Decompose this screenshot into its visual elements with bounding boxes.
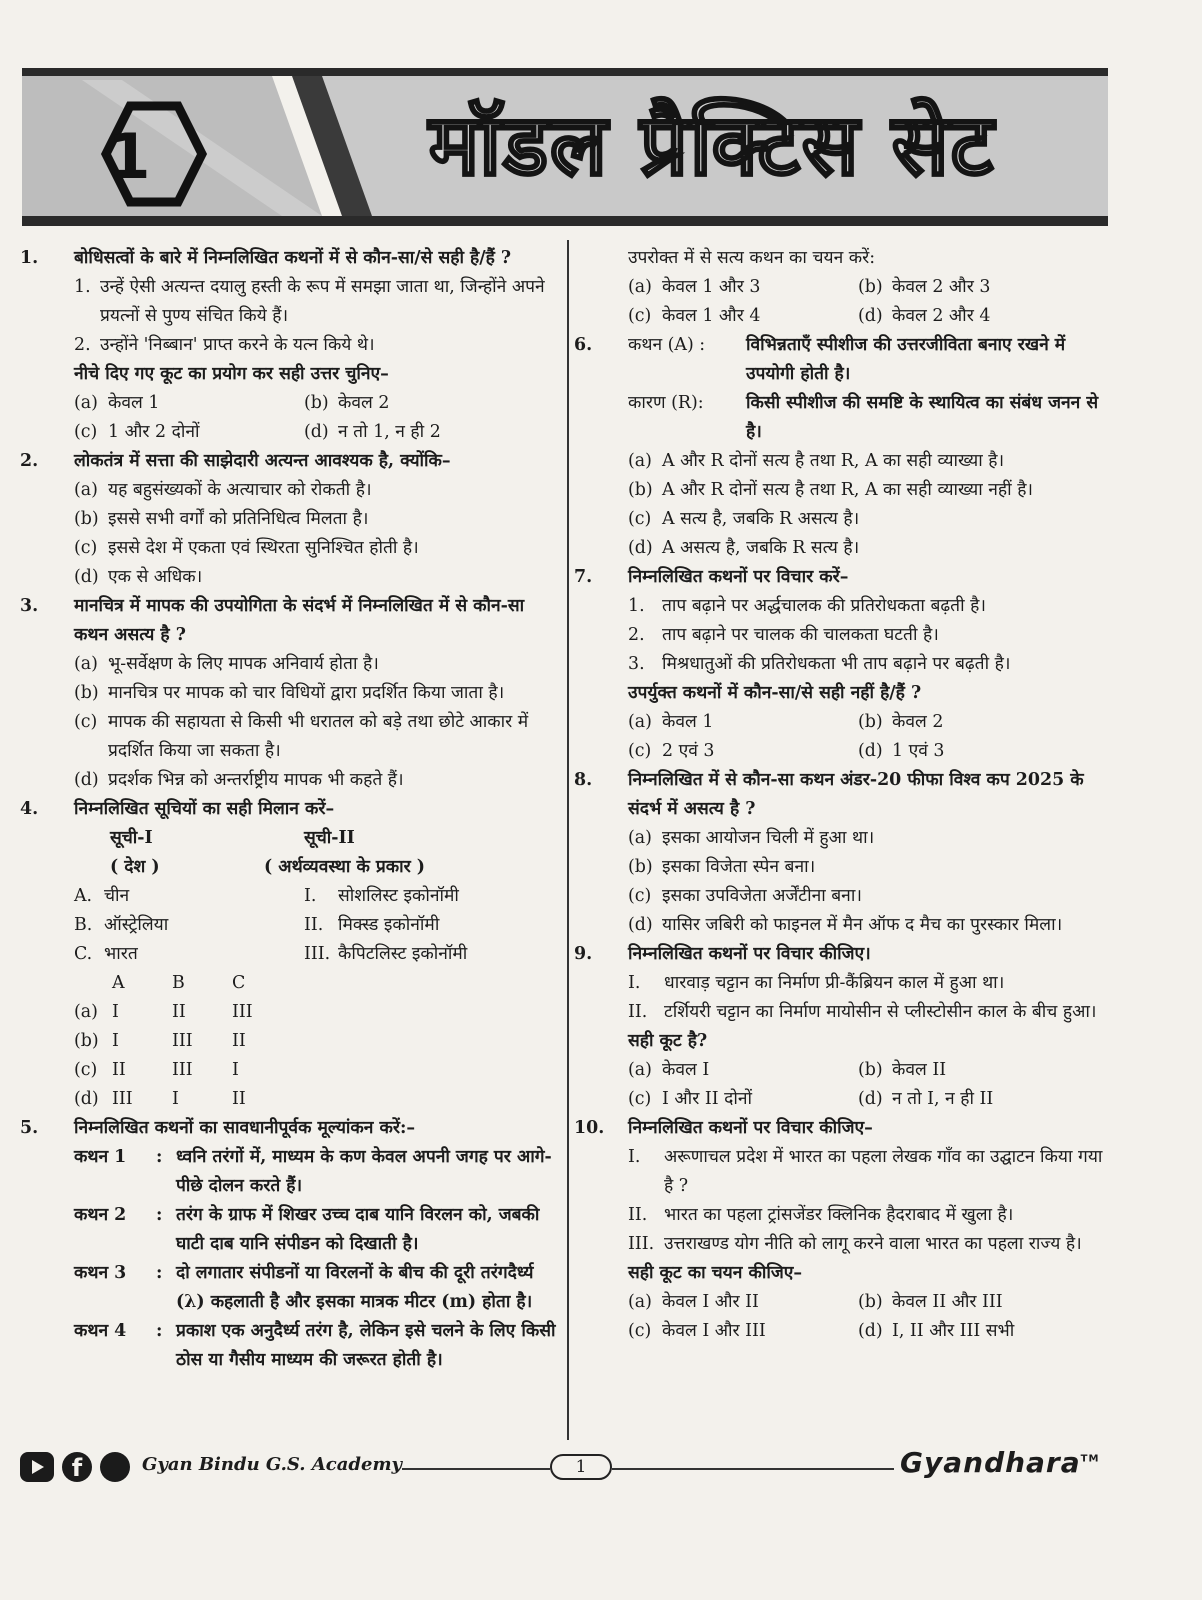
statement-label: 2. [74,335,91,355]
code-cell: II [232,1031,246,1051]
option-label: (a) [74,654,98,674]
option-text: केवल 2 और 4 [892,306,991,326]
list-item-text: ऑस्ट्रेलिया [104,915,169,935]
list-1-subtitle: ( देश ) [110,857,160,877]
answer-code-header [74,969,560,998]
option-b[interactable] [628,853,1114,882]
set-number: 1 [107,120,151,193]
option-label: (d) [628,538,653,558]
option-d[interactable] [74,563,560,592]
option-text: केवल II [892,1060,947,1080]
statement-label: III. [628,1234,655,1254]
option-label: (a) [628,451,652,471]
question-stem: निम्नलिखित सूचियों का सही मिलान करें– [74,799,335,819]
option-b[interactable] [628,476,1114,505]
question-stem: निम्नलिखित कथनों का सावधानीपूर्वक मूल्यांकन करें:– [74,1118,416,1138]
question-9 [574,940,1114,1114]
statement [628,969,1114,998]
list-item-label: C. [74,944,93,964]
option-text: इसका आयोजन चिली में हुआ था। [662,828,875,848]
option-label: (b) [858,1292,883,1312]
separator: : [156,1205,163,1225]
option-c[interactable] [628,302,858,331]
option-label: (c) [74,422,98,442]
option-d[interactable] [74,766,560,795]
option-text: न तो I, न ही II [892,1089,994,1109]
question-number: 10. [574,1118,605,1138]
option-a[interactable] [628,447,1114,476]
option-b[interactable] [74,505,560,534]
statement-label: II. [628,1205,648,1225]
option-label: (b) [304,393,329,413]
option-text: एक से अधिक। [108,567,203,587]
brand-logo [900,1446,1099,1479]
statement-text: प्रकाश एक अनुदैर्ध्य तरंग है, लेकिन इसे चलने के लिए किसी ठोस या गैसीय माध्यम की जरूरत होती है। [176,1321,556,1370]
statement-label: 2. [628,625,645,645]
option-label: (d) [858,741,883,761]
list-item-label: A. [74,886,93,906]
statement-text: उन्हें ऐसी अत्यन्त दयालु हस्ती के रूप में समझा जाता था, जिन्होंने अपने प्रयत्नों से पुण्य संचित किये हैं। [100,277,545,326]
option-label: (c) [628,509,652,529]
question-stem: निम्नलिखित कथनों पर विचार कीजिए। [628,944,871,964]
statement-text: धारवाड़ चट्टान का निर्माण प्री-कैंब्रियन काल में हुआ था। [664,973,1005,993]
option-label: (a) [74,393,98,413]
option-b[interactable] [858,273,1114,302]
option-text: केवल II और III [892,1292,1003,1312]
option-text: मापक की सहायता से किसी भी धरातल को बड़े तथा छोटे आकार में प्रदर्शित किया जा सकता है। [108,712,529,761]
option-a[interactable] [628,273,858,302]
option-label: (b) [628,857,653,877]
question-number: 8. [574,770,593,790]
question-stem: निम्नलिखित कथनों पर विचार करें– [628,567,849,587]
option-b[interactable] [74,679,560,708]
option-text: प्रदर्शक भिन्न को अन्तर्राष्ट्रीय मापक भी कहते हैं। [108,770,404,790]
question-10 [574,1114,1114,1346]
instruction: नीचे दिए गए कूट का प्रयोग कर सही उत्तर चुनिए– [74,364,389,384]
list-item-text: भारत [104,944,138,964]
option-label: (d) [74,1089,99,1109]
statement [74,1143,560,1201]
footer-rule [612,1468,894,1470]
option-d[interactable] [628,534,1114,563]
assertion [628,331,1114,389]
statement [628,1230,1114,1259]
option-label: (d) [858,1321,883,1341]
option-label: (d) [74,770,99,790]
statement-label: कथन 3 [74,1263,127,1283]
question-4 [20,795,560,1114]
statement-label: I. [628,973,641,993]
option-text: A असत्य है, जबकि R सत्य है। [662,538,860,558]
academy-name: Gyan Bindu G.S. Academy [142,1454,402,1475]
match-list-headers [74,824,560,882]
list-item-text: कैपिटलिस्ट इकोनॉमी [338,944,468,964]
statement-label: 3. [628,654,645,674]
code-head: A [112,973,125,993]
question-2 [20,447,560,592]
statement [628,1201,1114,1230]
option-text: मानचित्र पर मापक को चार विधियों द्वारा प्रदर्शित किया जाता है। [108,683,505,703]
statement [74,331,560,360]
statement [628,650,1114,679]
option-text: भू-सर्वेक्षण के लिए मापक अनिवार्य होता है। [108,654,379,674]
option-label: (c) [628,1089,652,1109]
footer-rule [402,1468,550,1470]
statement-text: ताप बढ़ाने पर चालक की चालकता घटती है। [662,625,939,645]
option-a[interactable] [628,824,1114,853]
list-item-label: I. [304,886,317,906]
statement-label: 1. [74,277,91,297]
separator: : [156,1263,163,1283]
option-text: A सत्य है, जबकि R असत्य है। [662,509,860,529]
option-text: I, II और III सभी [892,1321,1015,1341]
option-label: (a) [74,1002,98,1022]
option-d[interactable] [858,1085,1114,1114]
code-cell: I [232,1060,239,1080]
option-b[interactable] [858,1056,1114,1085]
code-head: B [172,973,185,993]
separator: : [156,1147,163,1167]
code-cell: II [172,1002,186,1022]
column-divider [567,240,569,1440]
question-5-continued [574,244,1114,331]
list-item-label: II. [304,915,324,935]
assertion-text: विभिन्नताएँ स्पीशीज की उत्तरजीविता बनाए रखने में उपयोगी होती है। [746,335,1066,384]
option-c[interactable] [628,882,1114,911]
facebook-icon[interactable] [62,1452,92,1482]
option-text: केवल 2 [892,712,944,732]
option-label: (b) [858,1060,883,1080]
question-3 [20,592,560,795]
option-label: (a) [74,480,98,500]
page-title: मॉडल प्रैक्टिस सेट [429,96,995,194]
option-c[interactable] [628,505,1114,534]
list-item-label: III. [304,944,331,964]
statement-text: ताप बढ़ाने पर अर्द्धचालक की प्रतिरोधकता बढ़ती है। [662,596,986,616]
option-text: केवल 1 [108,393,160,413]
option-text: इससे सभी वर्गों को प्रतिनिधित्व मिलता है। [108,509,369,529]
question-number: 3. [20,596,39,616]
statement-label: कथन 1 [74,1147,127,1167]
option-d[interactable] [858,737,1114,766]
option-c[interactable] [74,418,304,447]
statement-label: II. [628,1002,648,1022]
option-text: A और R दोनों सत्य है तथा R, A का सही व्याख्या नहीं है। [662,480,1034,500]
option-text: यासिर जबिरी को फाइनल में मैन ऑफ द मैच का पुरस्कार मिला। [662,915,1063,935]
code-cell: III [172,1031,193,1051]
option-b[interactable] [858,708,1114,737]
question-number: 1. [20,248,39,268]
option-c[interactable] [74,1056,560,1085]
option-label: (d) [628,915,653,935]
option-text: केवल 1 [662,712,714,732]
telegram-icon[interactable] [100,1452,130,1482]
statement-text: तरंग के ग्राफ में शिखर उच्च दाब यानि विरलन को, जबकी घाटी दाब यानि संपीडन को दिखाती है। [176,1205,540,1254]
option-label: (c) [74,712,98,732]
option-label: (c) [628,741,652,761]
match-row [74,940,560,969]
option-text: केवल I और III [662,1321,766,1341]
list-item-text: चीन [104,886,130,906]
option-label: (c) [628,306,652,326]
statement-label: कथन 4 [74,1321,127,1341]
list-item-text: सोशलिस्ट इकोनॉमी [338,886,459,906]
option-a[interactable] [628,708,858,737]
option-text: इसका उपविजेता अर्जेंटीना बना। [662,886,862,906]
option-d[interactable] [304,418,560,447]
question-stem: लोकतंत्र में सत्ता की साझेदारी अत्यन्त आवश्यक है, क्योंकि– [74,451,451,471]
option-text: न तो 1, न ही 2 [338,422,441,442]
question-5 [20,1114,560,1375]
option-label: (d) [304,422,329,442]
code-cell: I [172,1089,179,1109]
option-text: केवल I और II [662,1292,759,1312]
statement-text: उन्होंने 'निब्बान' प्राप्त करने के यत्न किये थे। [100,335,375,355]
match-row [74,882,560,911]
list-2-subtitle: ( अर्थव्यवस्था के प्रकार ) [264,857,426,877]
option-text: इससे देश में एकता एवं स्थिरता सुनिश्चित होती है। [108,538,419,558]
statement [628,1143,1114,1201]
question-stem: निम्नलिखित में से कौन-सा कथन अंडर-20 फीफा विश्व कप 2025 के संदर्भ में असत्य है ? [628,770,1084,819]
question-number: 2. [20,451,39,471]
left-column [20,244,560,1375]
option-a[interactable] [74,389,304,418]
youtube-icon[interactable] [20,1452,54,1482]
assertion-label: कथन (A) : [628,335,706,355]
statement [628,998,1114,1027]
instruction: सही कूट है? [628,1031,708,1051]
list-1-title: सूची-I [110,828,153,848]
footer [20,1446,1110,1486]
option-label: (a) [628,277,652,297]
option-label: (a) [628,712,652,732]
option-d[interactable] [628,911,1114,940]
option-b[interactable] [304,389,560,418]
right-column [574,244,1114,1346]
option-text: 1 और 2 दोनों [108,422,200,442]
code-cell: II [112,1060,126,1080]
trademark: TM [1080,1453,1100,1465]
option-b[interactable] [74,1027,560,1056]
question-number: 7. [574,567,593,587]
option-a[interactable] [74,650,560,679]
header-banner [22,66,1108,234]
instruction: उपर्युक्त कथनों में कौन-सा/से सही नहीं है/हैं ? [628,683,922,703]
statement-text: दो लगातार संपीडनों या विरलनों के बीच की दूरी तरंगदैर्ध्य (λ) कहलाती है और इसका मात्रक मीटर (m) होता है। [176,1263,534,1312]
option-label: (b) [74,683,99,703]
statement-text: उत्तराखण्ड योग नीति को लागू करने वाला भारत का पहला राज्य है। [664,1234,1082,1254]
option-label: (d) [74,567,99,587]
option-label: (b) [858,712,883,732]
option-d[interactable] [858,302,1114,331]
option-label: (a) [628,828,652,848]
option-d[interactable] [74,1085,560,1114]
question-number: 4. [20,799,39,819]
match-row [74,911,560,940]
option-label: (c) [628,1321,652,1341]
statement-text: टर्शियरी चट्टान का निर्माण मायोसीन से प्लीस्टोसीन काल के बीच हुआ। [664,1002,1097,1022]
option-a[interactable] [74,476,560,505]
statement [628,621,1114,650]
reason-label: कारण (R): [628,393,704,413]
option-label: (b) [858,277,883,297]
question-8 [574,766,1114,940]
question-number: 9. [574,944,593,964]
brand-name: Gyandhara [900,1446,1081,1479]
question-number: 5. [20,1118,39,1138]
separator: : [156,1321,163,1341]
option-label: (c) [74,1060,98,1080]
option-text: केवल 2 [338,393,390,413]
option-c[interactable] [74,708,560,766]
option-c[interactable] [628,1317,858,1346]
code-cell: III [232,1002,253,1022]
question-number: 6. [574,335,593,355]
option-b[interactable] [858,1288,1114,1317]
option-label: (b) [74,509,99,529]
instruction: सही कूट का चयन कीजिए– [628,1263,803,1283]
statement-text: ध्वनि तरंगों में, माध्यम के कण केवल अपनी जगह पर आगे-पीछे दोलन करते हैं। [176,1147,552,1196]
code-cell: III [112,1089,133,1109]
instruction: उपरोक्त में से सत्य कथन का चयन करें: [628,248,876,268]
statement [74,1317,560,1375]
option-label: (a) [628,1292,652,1312]
option-text: I और II दोनों [662,1089,752,1109]
question-1 [20,244,560,447]
question-stem: मानचित्र में मापक की उपयोगिता के संदर्भ में निम्नलिखित में से कौन-सा कथन असत्य है ? [74,596,525,645]
option-text: केवल 1 और 3 [662,277,761,297]
option-d[interactable] [858,1317,1114,1346]
code-cell: I [112,1031,119,1051]
option-label: (d) [858,306,883,326]
option-text: इसका विजेता स्पेन बना। [662,857,816,877]
question-stem: निम्नलिखित कथनों पर विचार कीजिए– [628,1118,873,1138]
option-text: A और R दोनों सत्य है तथा R, A का सही व्याख्या है। [662,451,1005,471]
question-stem: बोधिसत्वों के बारे में निम्नलिखित कथनों में से कौन-सा/से सही है/हैं ? [74,248,512,268]
statement-text: मिश्रधातुओं की प्रतिरोधकता भी ताप बढ़ाने पर बढ़ती है। [662,654,1011,674]
option-label: (c) [74,538,98,558]
option-c[interactable] [628,737,858,766]
option-text: 2 एवं 3 [662,741,715,761]
option-a[interactable] [628,1056,858,1085]
option-text: केवल I [662,1060,710,1080]
option-text: 1 एवं 3 [892,741,945,761]
option-text: यह बहुसंख्यकों के अत्याचार को रोकती है। [108,480,372,500]
statement [74,1201,560,1259]
option-label: (a) [628,1060,652,1080]
statement-label: 1. [628,596,645,616]
option-label: (b) [628,480,653,500]
code-head: C [232,973,246,993]
option-text: केवल 2 और 3 [892,277,991,297]
option-label: (d) [858,1089,883,1109]
question-7 [574,563,1114,766]
code-cell: III [172,1060,193,1080]
option-c[interactable] [74,534,560,563]
statement [74,273,560,331]
list-item-text: मिक्स्ड इकोनॉमी [338,915,440,935]
list-2-title: सूची-II [304,828,355,848]
option-label: (c) [628,886,652,906]
reason-text: किसी स्पीशीज की समष्टि के स्थायित्व का संबंध जनन से है। [746,393,1099,442]
statement-label: कथन 2 [74,1205,127,1225]
code-cell: II [232,1089,246,1109]
statement-label: I. [628,1147,641,1167]
statement [74,1259,560,1317]
option-c[interactable] [628,1085,858,1114]
option-label: (b) [74,1031,99,1051]
code-cell: I [112,1002,119,1022]
option-a[interactable] [628,1288,858,1317]
statement [628,592,1114,621]
reason [628,389,1114,447]
page-number: 1 [550,1454,612,1480]
option-text: केवल 1 और 4 [662,306,761,326]
option-a[interactable] [74,998,560,1027]
statement-text: अरूणाचल प्रदेश में भारत का पहला लेखक गाँव का उद्घाटन किया गया है ? [664,1147,1103,1196]
statement-text: भारत का पहला ट्रांसजेंडर क्लिनिक हैदराबाद में खुला है। [664,1205,1014,1225]
list-item-label: B. [74,915,93,935]
question-6 [574,331,1114,563]
